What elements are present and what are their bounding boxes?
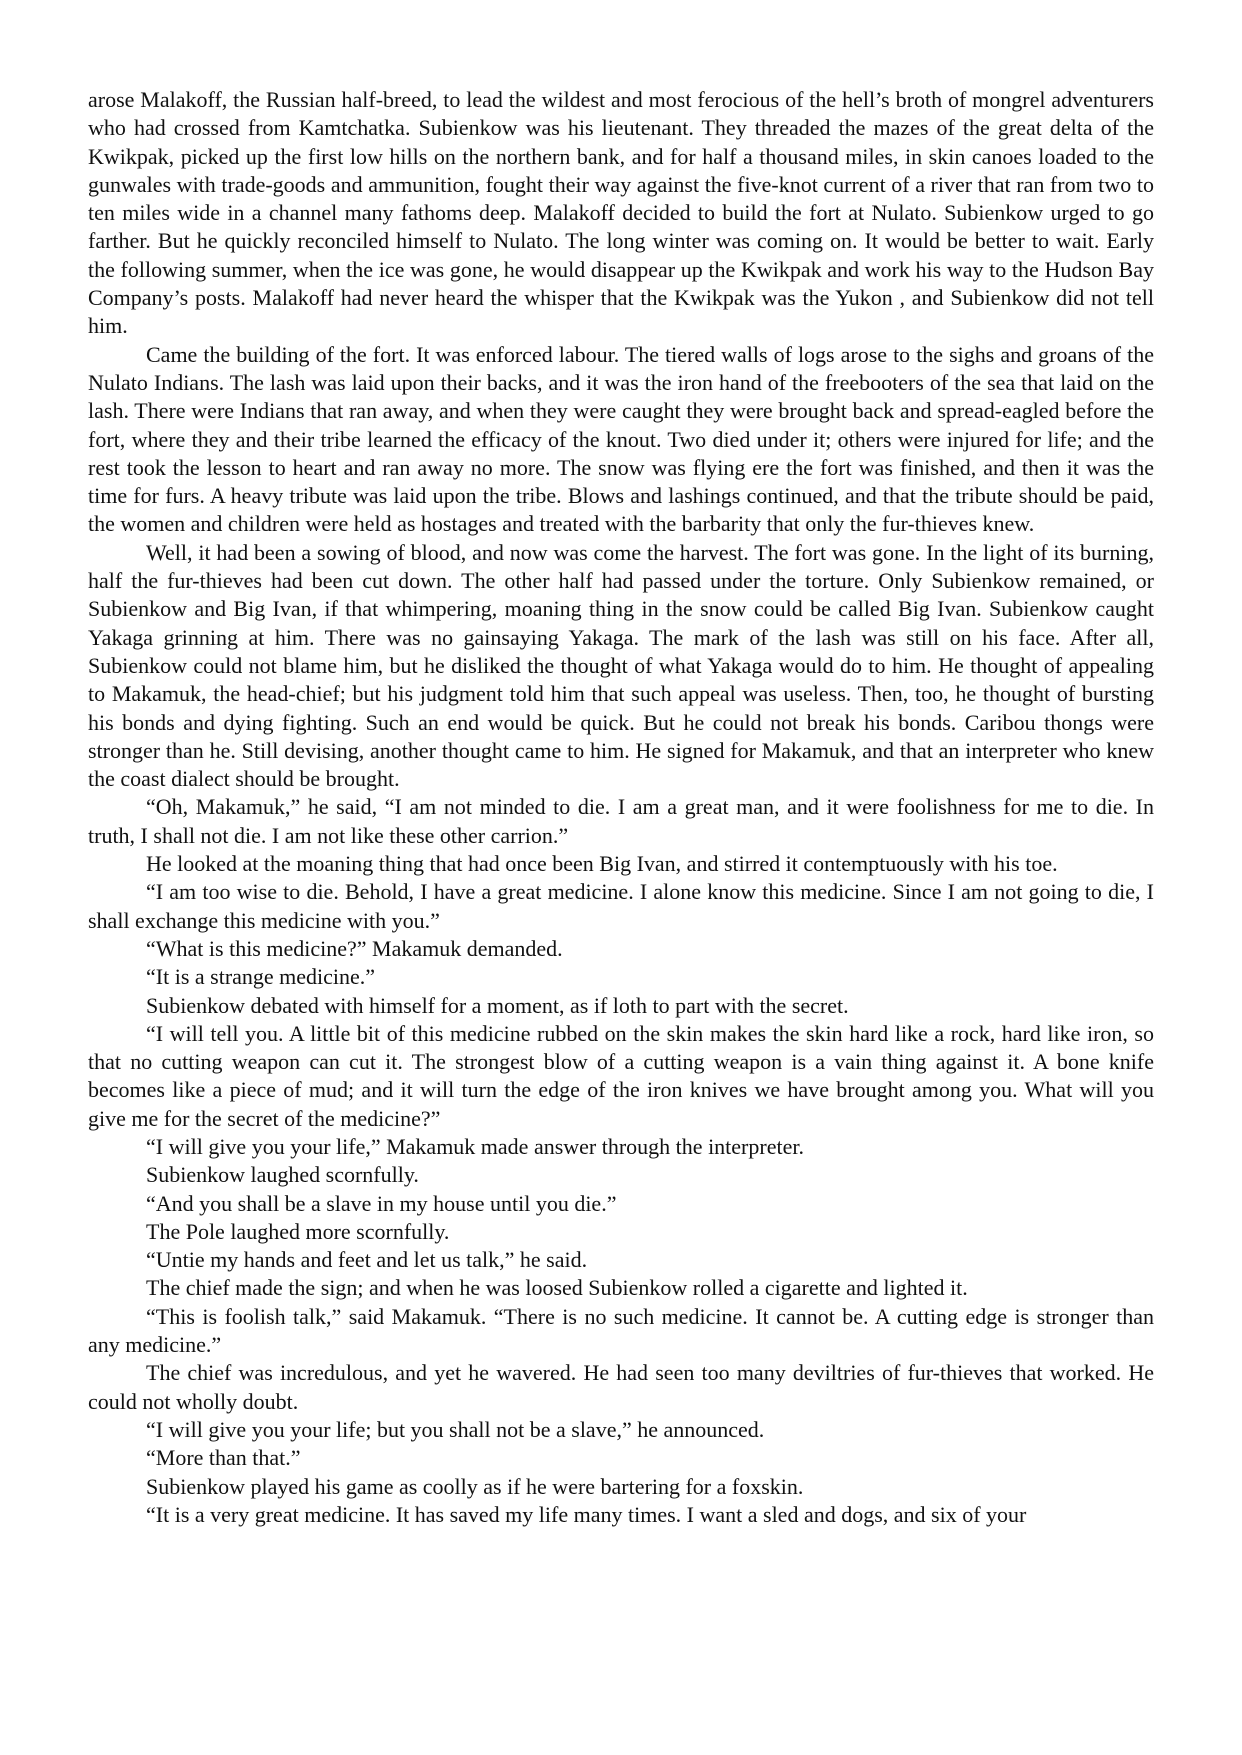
paragraph-dialogue: “Oh, Makamuk,” he said, “I am not minded to die. I am a great man, and it were foolishness for me to die. In truth, I shall not die. I am not like these other carrion.” (88, 794, 1154, 848)
paragraph-dialogue: “And you shall be a slave in my house until you die.” (146, 1190, 617, 1216)
paragraph-continued: arose Malakoff, the Russian half-breed, to lead the wildest and most ferocious of the hell’s broth of mongrel adventurers who had crossed from Kamtchatka. Subienkow was his lieutenant. They threaded the mazes of the great delta of the Kwikpak, picked up the first low hills on the northern bank, and for half a thousand miles, in skin canoes loaded to the gunwales with trade-goods and ammunition, fought their way against the five-knot current of a river that ran from two to ten miles wide in a channel many fathoms deep. Malakoff decided to build the fort at Nulato. Subienkow urged to go farther. But he quickly reconciled himself to Nulato. The long winter was coming on. It would be better to wait. Early the following summer, when the ice was gone, he would disappear up the Kwikpak and work his way to the Hudson Bay Company’s posts. Malakoff had never heard the whisper that the Kwikpak was the Yukon , and Subienkow did not tell him. (88, 87, 1154, 339)
paragraph: He looked at the moaning thing that had once been Big Ivan, and stirred it contemptuously with his toe. (146, 851, 1058, 877)
paragraph-dialogue-continues: “It is a very great medicine. It has saved my life many times. I want a sled and dogs, and six of your (146, 1501, 1027, 1527)
paragraph-harvest: Well, it had been a sowing of blood, and now was come the harvest. The fort was gone. In the light of its burning, half the fur-thieves had been cut down. The other half had passed under the torture. Only Subienkow remained, or Subienkow and Big Ivan, if that whimpering, moaning thing in the snow could be called Big Ivan. Subienkow caught Yakaga grinning at him. There was no gainsaying Yakaga. The mark of the lash was still on his face. After all, Subienkow could not blame him, but he disliked the thought of what Yakaga would do to him. He thought of appealing to Makamuk, the head-chief; but his judgment told him that such appeal was useless. Then, too, he thought of bursting his bonds and dying fighting. Such an end would be quick. But he could not break his bonds. Caribou thongs were stronger than he. Still devising, another thought came to him. He signed for Makamuk, and that an interpreter who knew the coast dialect should be brought. (88, 539, 1154, 792)
document-page (88, 86, 1154, 1726)
paragraph: The chief was incredulous, and yet he wavered. He had seen too many deviltries of fur-thieves that worked. He could not wholly doubt. (88, 1360, 1154, 1414)
paragraph-dialogue: “I am too wise to die. Behold, I have a great medicine. I alone know this medicine. Since I am not going to die, I shall exchange this medicine with you.” (88, 879, 1154, 933)
paragraph: Subienkow played his game as coolly as if he were bartering for a foxskin. (146, 1473, 804, 1499)
paragraph-dialogue: “What is this medicine?” Makamuk demanded. (146, 935, 563, 961)
paragraph: The chief made the sign; and when he was loosed Subienkow rolled a cigarette and lighted it. (146, 1275, 968, 1301)
paragraph: Subienkow laughed scornfully. (146, 1162, 419, 1188)
paragraph: Subienkow debated with himself for a moment, as if loth to part with the secret. (146, 992, 849, 1018)
paragraph-dialogue: “Untie my hands and feet and let us talk,” he said. (146, 1247, 588, 1273)
paragraph-dialogue: “I will give you your life,” Makamuk made answer through the interpreter. (146, 1133, 804, 1159)
paragraph-dialogue: “I will give you your life; but you shall not be a slave,” he announced. (146, 1416, 765, 1442)
paragraph: The Pole laughed more scornfully. (146, 1218, 450, 1244)
paragraph-dialogue: “It is a strange medicine.” (146, 964, 376, 990)
paragraph-dialogue: “This is foolish talk,” said Makamuk. “There is no such medicine. It cannot be. A cutting edge is stronger than any medicine.” (88, 1303, 1154, 1358)
paragraph-fort-building: Came the building of the fort. It was enforced labour. The tiered walls of logs arose to the sighs and groans of the Nulato Indians. The lash was laid upon their backs, and it was the iron hand of the freebooters of the sea that laid on the lash. There were Indians that ran away, and when they were caught they were brought back and spread-eagled before the fort, where they and their tribe learned the efficacy of the knout. Two died under it; others were injured for life; and the rest took the lesson to heart and ran away no more. The snow was flying ere the fort was finished, and then it was the time for furs. A heavy tribute was laid upon the tribe. Blows and lashings continued, and that the tribute should be paid, the women and children were held as hostages and treated with the barbarity that only the fur-thieves knew. (88, 341, 1154, 537)
paragraph-dialogue: “I will tell you. A little bit of this medicine rubbed on the skin makes the skin hard like a rock, hard like iron, so that no cutting weapon can cut it. The strongest blow of a cutting weapon is a vain thing against it. A bone knife becomes like a piece of mud; and it will turn the edge of the iron knives we have brought among you. What will you give me for the secret of the medicine?” (88, 1020, 1154, 1131)
paragraph-dialogue: “More than that.” (146, 1445, 301, 1471)
